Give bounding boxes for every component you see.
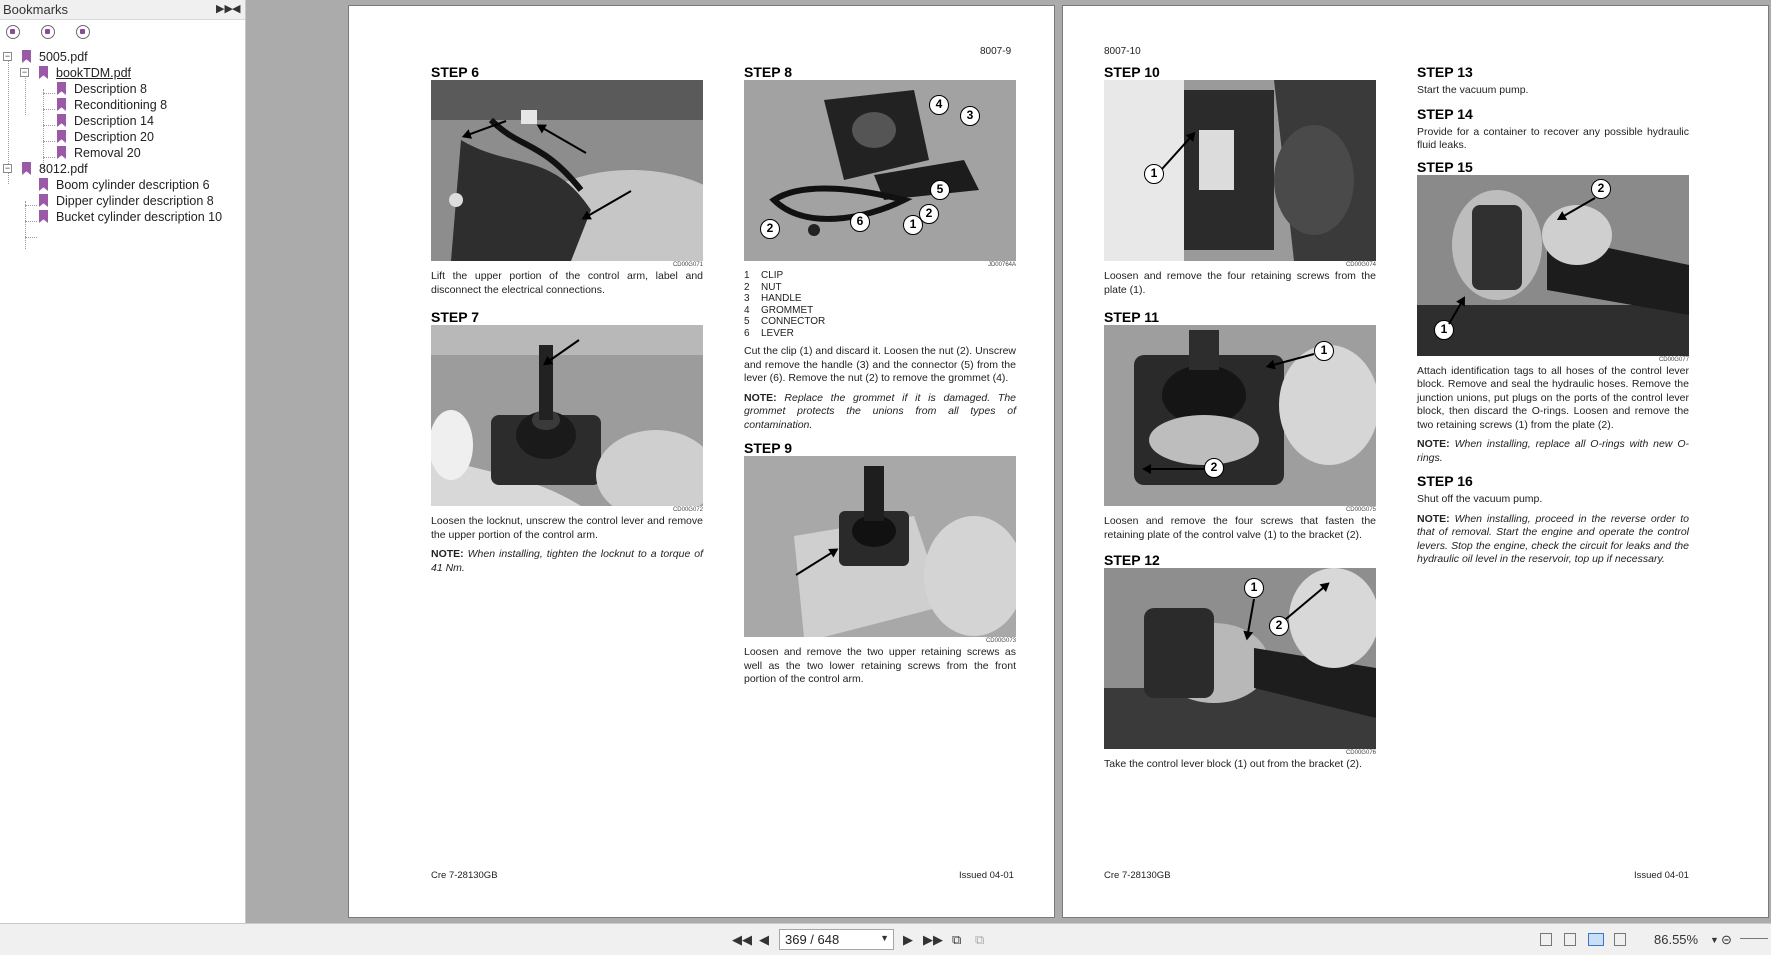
tree-line (43, 157, 55, 158)
first-page-icon[interactable]: ◀◀ (732, 932, 752, 947)
note-text: When installing, proceed in the reverse order to that of removal. Start the engine and operate the control levers. Stop the engine, check the circuit for leaks and the hydraulic oil level in the reservoir, top up if necessary. (1417, 512, 1689, 565)
note-label: NOTE: (1417, 438, 1450, 450)
bookmark-icon (39, 194, 48, 207)
step-12-heading: STEP 12 (1104, 552, 1160, 568)
navigation-toolbar (0, 923, 1771, 955)
bookmark-label: 8012.pdf (39, 162, 88, 176)
step-10-heading: STEP 10 (1104, 64, 1160, 80)
step-7-heading: STEP 7 (431, 309, 479, 325)
step-7-text: Loosen the locknut, unscrew the control lever and remove the upper portion of the control arm. (431, 515, 703, 541)
legend-row: 6 LEVER (744, 327, 794, 339)
step-6-heading: STEP 6 (431, 64, 479, 80)
step-8-note (744, 392, 1016, 433)
bookmark-label: Description 8 (74, 82, 147, 96)
callout-1: 1 (1434, 320, 1454, 340)
step-9-heading: STEP 9 (744, 440, 792, 456)
single-page-view-icon[interactable] (1540, 933, 1552, 946)
step-12-photo (1104, 568, 1376, 749)
zoom-out-icon[interactable]: ⊝ (1721, 932, 1732, 947)
bookmark-label: Reconditioning 8 (74, 98, 168, 112)
footer-doc-ref: Cre 7-28130GB (1104, 870, 1171, 881)
bookmarks-panel (0, 0, 246, 923)
expand-panel-icon[interactable]: ▶▶ (216, 3, 233, 15)
collapse-toggle-icon[interactable]: − (21, 67, 28, 77)
tree-line (25, 73, 26, 115)
bookmark-bucket-cylinder[interactable] (39, 208, 222, 226)
page-8007-9 (348, 5, 1055, 918)
step-15-text: Attach identification tags to all hoses of the control lever block. Remove and seal the hydraulic hoses. Remove the junction unions, put plugs on the ports of the control lever block, then discard the O-rings. Loosen and remove the two retaining screws (1) from the plate (2). (1417, 364, 1689, 431)
bookmark-icon (22, 162, 31, 175)
bookmark-label: bookTDM.pdf (56, 66, 132, 80)
step-14-heading: STEP 14 (1417, 105, 1473, 122)
callout-1: 1 (1144, 164, 1164, 184)
step-12-text: Take the control lever block (1) out from the bracket (2). (1104, 758, 1362, 770)
callout-3: 3 (960, 106, 980, 126)
callout-1: 1 (1314, 341, 1334, 361)
step-11-text: Loosen and remove the four screws that fasten the retaining plate of the control valve (1) to the bracket (2). (1104, 515, 1376, 541)
page-number: 8007-9 (980, 46, 1012, 57)
last-page-icon[interactable]: ▶▶ (923, 932, 943, 947)
step-11-heading: STEP 11 (1104, 309, 1160, 325)
page-indicator: 369 / 648 (785, 932, 840, 947)
document-view[interactable] (247, 0, 1771, 923)
step-8-text: Cut the clip (1) and discard it. Loosen the nut (2). Unscrew and remove the handle (3) and the connector (5) from the lever (6). Remove the nut (2) to remove the grommet (4). (744, 345, 1016, 384)
bookmark-expand-icon[interactable] (6, 25, 20, 39)
legend-row: 4 GROMMET (744, 304, 814, 316)
bookmark-icon (39, 178, 48, 191)
bookmark-label: Bucket cylinder description 10 (56, 210, 223, 224)
figure-code: CD00G071 (672, 262, 703, 268)
footer-issued: Issued 04-01 (1634, 870, 1689, 881)
step-7-illustration (431, 325, 703, 506)
collapse-toggle-icon[interactable]: − (4, 163, 11, 173)
chevron-down-icon[interactable]: ▼ (880, 933, 889, 943)
bookmark-label: Description 20 (74, 130, 154, 144)
step-9-text: Loosen and remove the two upper retaining screws as well as the two lower retaining screws from the front portion of the control arm. (744, 646, 1016, 685)
step-11-photo (1104, 325, 1376, 506)
step-13-text: Start the vacuum pump. (1417, 84, 1529, 96)
two-page-continuous-view-icon[interactable] (1614, 933, 1626, 946)
note-label: NOTE: (1417, 512, 1450, 525)
legend-row: 5 CONNECTOR (744, 316, 826, 327)
bookmark-find-icon[interactable] (76, 25, 90, 39)
bookmark-icon (39, 210, 48, 223)
tree-line (25, 201, 26, 249)
fit-page-icon[interactable]: ⧉ (952, 932, 962, 947)
step-7-photo (431, 325, 703, 506)
tree-line (43, 109, 55, 110)
step-16-heading: STEP 16 (1417, 473, 1473, 489)
collapse-panel-icon[interactable]: ◀ (232, 3, 241, 15)
step-11-illustration (1104, 325, 1376, 506)
step-6-text: Lift the upper portion of the control arm, label and disconnect the electrical connections. (431, 270, 703, 296)
two-page-view-icon[interactable] (1588, 933, 1604, 946)
column-right (1417, 64, 1689, 567)
legend-row: 2 NUT (744, 281, 782, 293)
bookmark-icon (22, 50, 31, 63)
zoom-dropdown-icon[interactable]: ▼ (1710, 935, 1719, 945)
footer-issued: Issued 04-01 (959, 870, 1014, 881)
tree-line (25, 237, 37, 238)
callout-1: 1 (1244, 578, 1264, 598)
bookmark-icon (57, 114, 66, 127)
callout-2: 2 (919, 204, 939, 224)
zoom-level[interactable]: 86.55% (1654, 932, 1699, 947)
continuous-view-icon[interactable] (1564, 933, 1576, 946)
step-6-photo (431, 80, 703, 261)
bookmarks-title: Bookmarks (3, 2, 69, 17)
tree-line (25, 205, 37, 206)
callout-2: 2 (1269, 616, 1289, 636)
step-15-photo (1417, 175, 1689, 356)
callout-5: 5 (930, 180, 950, 200)
callout-2: 2 (1591, 179, 1611, 199)
figure-code: CD00G072 (672, 507, 703, 513)
step-7-note (431, 548, 703, 575)
bookmark-collapse-icon[interactable] (41, 25, 55, 39)
callout-4: 4 (929, 95, 949, 115)
step-6-illustration (431, 80, 703, 261)
note-text: When installing, tighten the locknut to a torque of 41 Nm. (431, 548, 704, 574)
note-label: NOTE: (744, 391, 777, 404)
bookmark-icon (57, 98, 66, 111)
step-16-text: Shut off the vacuum pump. (1417, 493, 1543, 505)
page-number: 8007-10 (1104, 46, 1141, 57)
column-right (744, 64, 1016, 687)
note-label: NOTE: (431, 548, 464, 560)
step-14-text: Provide for a container to recover any possible hydraulic fluid leaks. (1417, 125, 1689, 151)
figure-code: CD00G076 (1345, 750, 1376, 756)
bookmark-label: Removal 20 (74, 146, 141, 160)
step-15-heading: STEP 15 (1417, 158, 1473, 175)
arrow (1144, 468, 1204, 470)
step-10-text: Loosen and remove the four retaining screws from the plate (1). (1104, 270, 1376, 296)
step-9-photo (744, 456, 1016, 637)
note-text: Replace the grommet if it is damaged. The grommet protects the unions from all types of contamination. (744, 391, 1016, 431)
figure-code: CD00G077 (1658, 356, 1689, 363)
figure-code: JD00764A (987, 262, 1016, 268)
column-left (431, 64, 703, 575)
rotate-icon[interactable]: ⧉ (975, 932, 985, 947)
step-9-illustration (744, 456, 1016, 637)
tree-line (43, 93, 55, 94)
collapse-toggle-icon[interactable]: − (4, 51, 11, 61)
page-number-input[interactable] (779, 929, 894, 950)
page-8007-10 (1062, 5, 1769, 918)
bookmark-icon (39, 66, 48, 79)
tree-line (43, 125, 55, 126)
bookmark-tools (0, 20, 245, 42)
previous-page-icon[interactable]: ◀ (759, 932, 769, 947)
bookmark-label: Description 14 (74, 114, 154, 128)
footer-doc-ref: Cre 7-28130GB (431, 870, 498, 881)
step-16-note (1417, 513, 1689, 567)
step-15-illustration (1417, 175, 1689, 356)
column-left (1104, 64, 1376, 772)
step-13-heading: STEP 13 (1417, 64, 1473, 80)
step-15-note (1417, 438, 1689, 465)
callout-6: 6 (850, 212, 870, 232)
figure-code: CD00G073 (985, 638, 1016, 644)
step-8-heading: STEP 8 (744, 64, 792, 80)
legend-row: 3 HANDLE (744, 293, 802, 304)
bookmark-label: Boom cylinder description 6 (56, 178, 210, 192)
parts-legend (744, 270, 1016, 339)
figure-code: CD00G074 (1345, 262, 1376, 268)
next-page-icon[interactable]: ▶ (903, 932, 913, 947)
callout-2b: 2 (760, 219, 780, 239)
step-8-photo (744, 80, 1016, 261)
callout-2: 2 (1204, 458, 1224, 478)
tree-line (43, 141, 55, 142)
bookmarks-header (0, 0, 245, 20)
bookmark-icon (57, 82, 66, 95)
tree-line (25, 221, 37, 222)
callout-1: 1 (903, 215, 923, 235)
bookmark-icon (57, 130, 66, 143)
zoom-slider[interactable] (1740, 938, 1768, 939)
legend-row: 1 CLIP (744, 270, 784, 281)
bookmark-label: Dipper cylinder description 8 (56, 194, 214, 208)
step-10-photo (1104, 80, 1376, 261)
step-12-illustration (1104, 568, 1376, 749)
bookmark-label: 5005.pdf (39, 50, 88, 64)
figure-code: CD00G075 (1345, 507, 1376, 513)
bookmark-icon (57, 146, 66, 159)
note-text: When installing, replace all O-rings with new O-rings. (1417, 438, 1690, 464)
